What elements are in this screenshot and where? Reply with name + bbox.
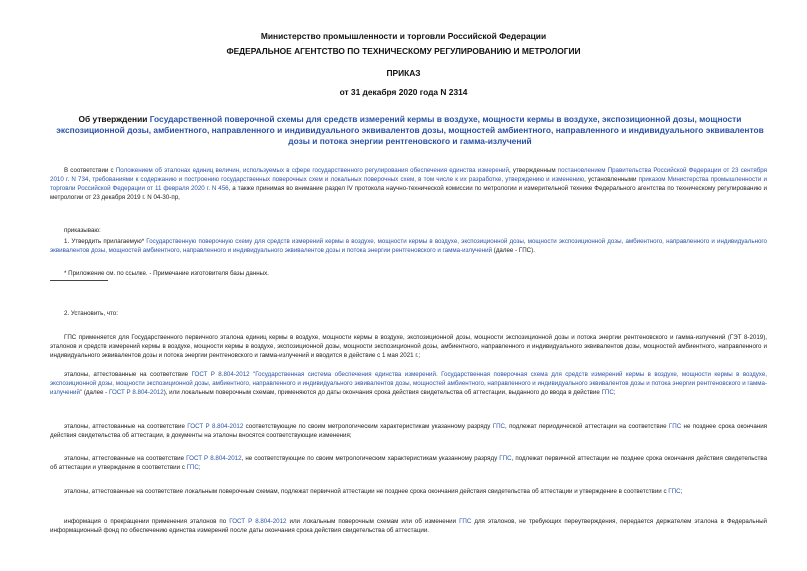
item1-link-gps[interactable]: Государственную поверочную схему для средств измерений кермы в воздухе, мощности кермы в воздухе, экспозиционной дозы, мощности экспозиционной дозы, амбиентного, направленного и индивидуального эквивалентов дозы, мощностей амбиентного, направленного и индивидуального эквивалентов дозы и потока энергии рентгеновского и гамма-излучений xyxy=(50,238,767,254)
etal3-text-2: , не соответствующие по своим метрологическим характеристикам указанному разряду xyxy=(241,455,500,462)
etal4-text-2: ; xyxy=(680,488,683,495)
info-text-1: информация о прекращении применения эталонов по xyxy=(64,518,230,525)
info-link-gps[interactable]: ГПС xyxy=(459,518,472,525)
etalons-paragraph-3 xyxy=(50,455,767,473)
preamble-text-4: , установленными xyxy=(584,175,639,183)
agency-heading: ФЕДЕРАЛЬНОЕ АГЕНТСТВО ПО ТЕХНИЧЕСКОМУ РЕГУЛИРОВАНИЮ И МЕТРОЛОГИИ xyxy=(226,46,581,56)
etalons-paragraph-2 xyxy=(50,423,767,441)
etal1-link-gost[interactable]: ГОСТ Р 8.804-2012 xyxy=(191,371,250,378)
preamble-link-requirements[interactable]: требованиями к содержанию и построению государственных поверочных схем и локальных поверочных схем, в том числе к их разработке, утверждению и изменению xyxy=(92,175,585,183)
etal4-link-gps[interactable]: ГПС xyxy=(668,488,681,495)
etalons-paragraph-4 xyxy=(50,488,767,497)
etal3-text-3: , подлежат первичной аттестации не позднее срока окончания действия свидетельства об аттестации и утверждение в соответствии с xyxy=(50,455,768,471)
preamble-text-2: , утвержденным xyxy=(508,167,558,174)
etal1-text-4: ), или локальным поверочным схемам, применяются до даты окончания срока действия свидетельства об аттестации, выданного до ввода в действие xyxy=(163,388,602,396)
preamble-text-3: , xyxy=(88,175,93,183)
etal1-text-1: эталоны, аттестованные на соответствие xyxy=(64,371,192,378)
etal3-link-gps-2[interactable]: ГПС xyxy=(186,463,199,471)
etal2-link-gost[interactable]: ГОСТ Р 8.804-2012 xyxy=(187,423,244,430)
item-2-paragraph: 2. Установить, что: xyxy=(64,310,118,317)
etal3-link-gost[interactable]: ГОСТ Р 8.804-2012 xyxy=(186,455,242,462)
title-prefix: Об утверждении xyxy=(78,114,150,124)
etal3-text-1: эталоны, аттестованные на соответствие xyxy=(64,455,187,462)
preamble-text-1: В соответствии с xyxy=(64,167,116,174)
doc-type-heading: ПРИКАЗ xyxy=(386,68,421,78)
etal2-link-gps-2[interactable]: ГПС xyxy=(668,423,682,430)
preamble-text-5: , а также принимая во внимание раздел IV протокола научно-технической комиссии по метрологии и измерительной технике Федерального агентства по техническому регулированию и метрологии от 23 декабря 2019 г. N 04-30-пр, xyxy=(50,184,767,201)
item1-text-1: 1. Утвердить прилагаемую* xyxy=(64,238,147,245)
gps-paragraph: ГПС применяется для Государственного первичного эталона единиц кермы в воздухе, мощности кермы в воздухе, экспозиционной дозы, мощности экспозиционной дозы и потока энергии рентгеновского и гамма-излучений (ГЭТ 8-2019), эталонов и средств измерений кермы в воздухе, мощности кермы в воздухе, экспозиционной дозы, мощности экспозиционной дозы, амбиентного, направленного и индивидуального эквивалентов дозы, мощностей амбиентного, направленного и индивидуального эквивалентов дозы и потока энергии рентгеновского и гамма-излучений и вводится в действие с 1 мая 2021 г.; xyxy=(50,334,767,359)
item1-text-2: (далее - ГПС). xyxy=(492,246,535,254)
info-link-gost[interactable]: ГОСТ Р 8.804-2012 xyxy=(229,518,287,525)
etal2-text-1: эталоны, аттестованные на соответствие xyxy=(64,423,188,430)
etal1-text-3: (далее - xyxy=(82,388,109,396)
info-text-2: или локальным поверочным схемам или об изменении xyxy=(286,518,460,525)
etal2-text-3: , подлежат периодической аттестации на соответствие xyxy=(505,423,669,430)
etal2-text-4: не позднее срока окончания действия свидетельства об аттестации, в документы на эталоны вносятся соответствующие изменения; xyxy=(50,423,767,439)
document-title xyxy=(50,114,770,147)
etal1-text-5: ; xyxy=(613,388,616,396)
etal3-text-4: ; xyxy=(198,463,201,471)
etalons-paragraph-1 xyxy=(50,371,767,398)
etal3-link-gps[interactable]: ГПС xyxy=(499,455,512,462)
etal1-link-gost-2[interactable]: ГОСТ Р 8.804-2012 xyxy=(108,388,164,396)
footnote-divider xyxy=(50,280,108,281)
item-1-paragraph xyxy=(50,238,767,256)
preamble-link-decree[interactable]: постановлением Правительства Российской Федерации от 23 сентября 2010 г. N 734 xyxy=(50,167,767,183)
etal1-link-gost-title[interactable]: "Государственная система обеспечения единства измерений. Государственная поверочная схема для средств измерений кермы в воздухе, мощности кермы в воздухе, экспозиционной дозы, мощности экспозиционной дозы, амбиентного, направленного и индивидуального эквивалентов дозы, мощностей амбиентного, направленного и индивидуального эквивалентов дозы и потока энергии рентгеновского и гамма-излучений" xyxy=(50,371,767,396)
info-paragraph xyxy=(50,518,767,536)
preamble-paragraph xyxy=(50,167,767,203)
date-number-heading: от 31 декабря 2020 года N 2314 xyxy=(339,87,468,97)
preamble-link-order[interactable]: приказом Министерства промышленности и торговли Российской Федерации от 11 февраля 2020 г. N 456 xyxy=(50,175,767,192)
info-text-3: для эталонов, не требующих переутверждения, передается держателем эталона в Федеральный информационный фонд по обеспечению единства измерений после даты окончания срока действия свидетельства об аттестации. xyxy=(50,518,767,534)
etal1-link-gps[interactable]: ГПС xyxy=(601,388,614,396)
preamble-link-regulation[interactable]: Положением об эталонах единиц величин, используемых в сфере государственного регулирования обеспечения единства измерений xyxy=(115,167,509,174)
etal2-text-2: соответствующие по своим метрологическим характеристикам указанному разряду xyxy=(243,423,493,430)
ministry-heading: Министерство промышленности и торговли Российской Федерации xyxy=(260,31,547,41)
title-link[interactable]: Государственной поверочной схемы для средств измерений кермы в воздухе, мощности кермы в воздухе, экспозиционной дозы, мощности экспозиционной дозы, амбиентного, направленного и индивидуального эквивалентов дозы, мощностей амбиентного, направленного и индивидуального эквивалентов дозы и потока энергии рентгеновского и гамма-излучений xyxy=(56,114,764,146)
etal2-link-gps[interactable]: ГПС xyxy=(492,423,505,430)
order-word: приказываю: xyxy=(64,227,101,234)
etal4-text-1: эталоны, аттестованные на соответствие локальным поверочным схемам, подлежат первичной аттестации не позднее срока окончания действия свидетельства об аттестации и утверждение в соответствии с xyxy=(64,488,669,495)
footnote: * Приложение см. по ссылке. - Примечание изготовителя базы данных. xyxy=(64,270,269,277)
